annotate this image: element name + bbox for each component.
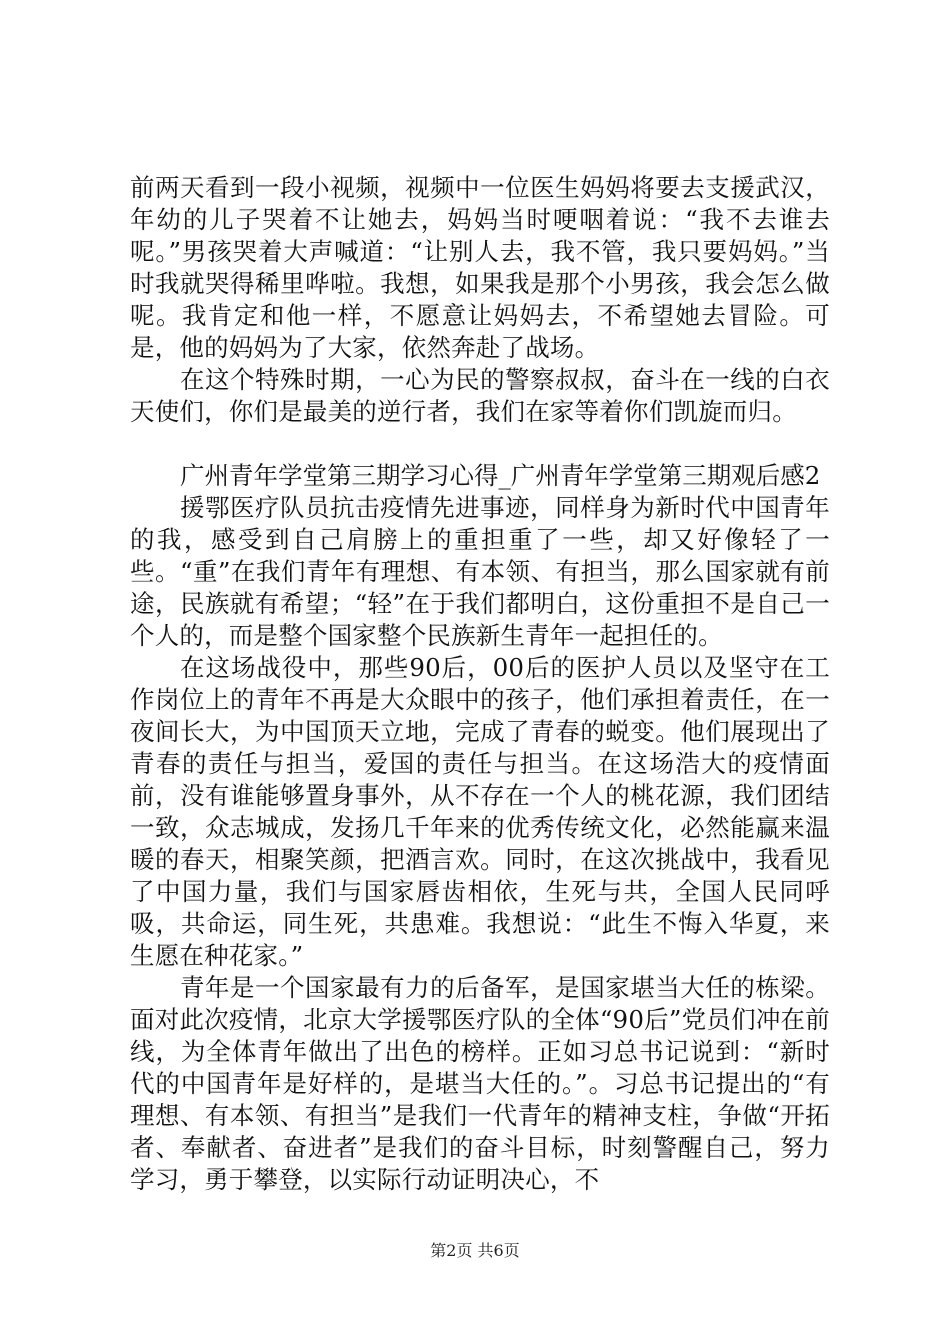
document-body bbox=[130, 172, 830, 1196]
section-title: 广州青年学堂第三期学习心得_广州青年学堂第三期观后感2 bbox=[180, 461, 821, 490]
page-number: 第2页 共6页 bbox=[430, 1241, 520, 1260]
paragraph-battle: 在这场战役中，那些90后，00后的医护人员以及坚守在工作岗位上的青年不再是大众眼中的孩子，他们承担着责任，在一夜间长大，为中国顶天立地，完成了青春的蜕变。他们展现出了青春的责任与担当，爱国的责任与担当。在这场浩大的疫情面前，没有谁能够置身事外，从不存在一个人的桃花源，我们团结一致，众志城成，发扬几千年来的优秀传统文化，必然能赢来温暖的春天，相聚笑颜，把酒言欢。同时，在这次挑战中，我看见了中国力量，我们与国家唇齿相依，生死与共，全国人民同呼吸，共命运，同生死，共患难。我想说：“此生不悔入华夏，来生愿在种花家。” bbox=[130, 653, 830, 970]
paragraph-video-story: 前两天看到一段小视频，视频中一位医生妈妈将要去支援武汉，年幼的儿子哭着不让她去，妈妈当时哽咽着说：“我不去谁去呢。”男孩哭着大声喊道：“让别人去，我不管，我只要妈妈。”当时我就哭得稀里哗啦。我想，如果我是那个小男孩，我会怎么做呢。我肯定和他一样，不愿意让妈妈去，不希望她去冒险。可是，他的妈妈为了大家，依然奔赴了战场。 bbox=[130, 173, 830, 362]
paragraph-retrograde-heroes: 在这个特殊时期，一心为民的警察叔叔，奋斗在一线的白衣天使们，你们是最美的逆行者，我们在家等着你们凯旋而归。 bbox=[130, 365, 830, 426]
paragraph-youth: 青年是一个国家最有力的后备军，是国家堪当大任的栋梁。面对此次疫情，北京大学援鄂医疗队的全体“90后”党员们冲在前线，为全体青年做出了出色的榜样。正如习总书记说到：“新时代的中国青年是好样的，是堪当大任的。”。习总书记提出的“有理想、有本领、有担当”是我们一代青年的精神支柱，争做“开拓者、奉献者、奋进者”是我们的奋斗目标，时刻警醒自己，努力学习，勇于攀登，以实际行动证明决心，不 bbox=[130, 973, 830, 1194]
paragraph-burden: 援鄂医疗队员抗击疫情先进事迹，同样身为新时代中国青年的我，感受到自己肩膀上的重担重了一些，却又好像轻了一些。“重”在我们青年有理想、有本领、有担当，那么国家就有前途，民族就有希望；“轻”在于我们都明白，这份重担不是自己一个人的，而是整个国家整个民族新生青年一起担任的。 bbox=[130, 493, 830, 650]
